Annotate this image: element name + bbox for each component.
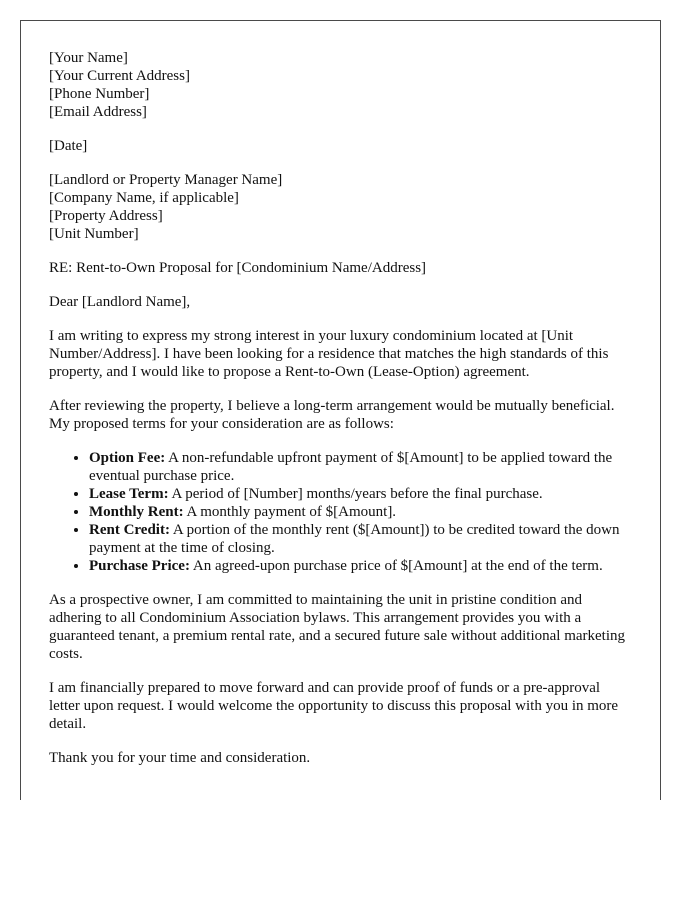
intro-paragraph: I am writing to express my strong interest in your luxury condominium located at [Unit Number/Address]. I have been looking for a residence that matches the high standards of this property, and I would like to propose a Rent-to-Own (Lease-Option) agreement. (49, 328, 609, 380)
term-text: An agreed-upon purchase price of $[Amount] at the end of the term. (189, 558, 603, 574)
thank-you-paragraph: Thank you for your time and consideration. (49, 750, 311, 766)
term-label: Rent Credit: (89, 522, 170, 538)
term-text: A period of [Number] months/years before the final purchase. (168, 486, 543, 502)
date-block (49, 137, 634, 155)
term-monthly-rent (89, 503, 634, 521)
sender-name: [Your Name] (49, 50, 128, 66)
term-text: A non-refundable upfront payment of $[Amount] to be applied toward the eventual purchase price. (89, 450, 613, 484)
sender-phone: [Phone Number] (49, 86, 150, 102)
recipient-block (49, 171, 634, 243)
sender-block (49, 49, 634, 121)
recipient-company: [Company Name, if applicable] (49, 190, 239, 206)
term-purchase-price (89, 557, 634, 575)
letter-page (20, 20, 661, 800)
term-lease-term (89, 485, 634, 503)
recipient-name: [Landlord or Property Manager Name] (49, 172, 283, 188)
sender-address: [Your Current Address] (49, 68, 190, 84)
salutation: Dear [Landlord Name], (49, 294, 191, 310)
term-text: A portion of the monthly rent ($[Amount]) to be credited toward the down payment at the time of closing. (89, 522, 620, 556)
commitment-paragraph: As a prospective owner, I am committed to maintaining the unit in pristine condition and adhering to all Condominium Association bylaws. This arrangement provides you with a guaranteed tenant, a premium rental rate, and a secured future sale without additional marketing costs. (49, 592, 626, 662)
proposed-terms-list (49, 449, 634, 575)
term-rent-credit (89, 521, 634, 557)
term-label: Purchase Price: (89, 558, 190, 574)
recipient-property-address: [Property Address] (49, 208, 163, 224)
term-text: A monthly payment of $[Amount]. (183, 504, 397, 520)
letter-date: [Date] (49, 138, 88, 154)
terms-intro-paragraph: After reviewing the property, I believe a long-term arrangement would be mutually beneficial. My proposed terms for your consideration are as follows: (49, 398, 615, 432)
subject-line: RE: Rent-to-Own Proposal for [Condominium Name/Address] (49, 260, 427, 276)
term-label: Option Fee: (89, 450, 166, 466)
term-label: Lease Term: (89, 486, 169, 502)
letter-body (49, 49, 634, 783)
recipient-unit: [Unit Number] (49, 226, 139, 242)
term-option-fee (89, 449, 634, 485)
financial-paragraph: I am financially prepared to move forward and can provide proof of funds or a pre-approval letter upon request. I would welcome the opportunity to discuss this proposal with you in more detail. (49, 680, 619, 732)
sender-email: [Email Address] (49, 104, 147, 120)
term-label: Monthly Rent: (89, 504, 184, 520)
